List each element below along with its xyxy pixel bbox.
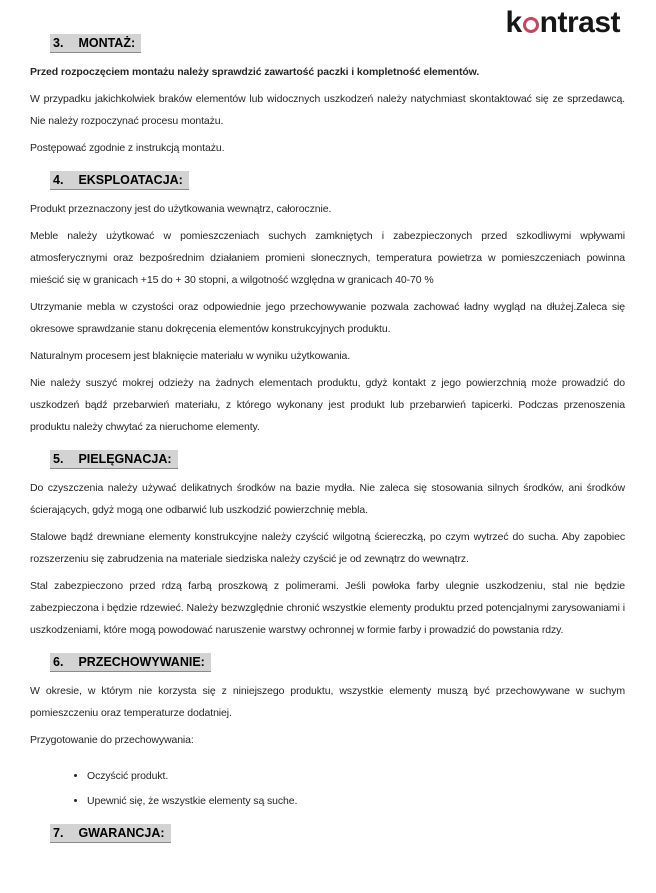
heading-title: PRZECHOWYWANIE: [78,655,205,669]
section-przechowywanie [30,653,625,812]
heading-highlight [50,171,189,190]
logo-text-suffix: ntrast [539,6,620,39]
heading-number: 6. [53,655,64,669]
paragraph-eksploatacja-warunki: Meble należy użytkować w pomieszczeniach suchych zamkniętych i zabezpieczonych przed szkodliwymi wpływami atmosferycznymi oraz bezpośrednim działaniem promieni słonecznych, temperatura powietrza w pomieszczeniach powinna mieścić się w granicach +15 do + 30 stopni, a wilgotność względna w granicach 40-70 % [30,230,625,286]
heading-highlight [50,653,211,672]
storage-checklist [30,765,625,812]
section-gwarancja-heading [50,824,625,843]
paragraph-przechowywanie-przygotowanie: Przygotowanie do przechowywania: [30,734,194,746]
heading-number: 4. [53,173,64,187]
paragraph-eksploatacja-blakniecie: Naturalnym procesem jest blaknięcie materiału w wyniku użytkowania. [30,350,351,362]
paragraph-montaz-instrukcja: Postępować zgodnie z instrukcją montażu. [30,142,225,154]
section-pielegnacja [30,450,625,641]
heading-title: GWARANCJA: [78,826,165,840]
heading-highlight [50,450,178,469]
paragraph-montaz-intro: Przed rozpoczęciem montażu należy sprawdzić zawartość paczki i kompletność elementów. [30,66,480,78]
list-item-oczyscic: • Oczyścić produkt. [87,765,625,787]
paragraph-eksploatacja-odziez: Nie należy suszyć mokrej odzieży na żadnych elementach produktu, gdyż kontakt z jego powierzchnią może prowadzić do uszkodzeń bądź przebarwień materiału, z którego wykonany jest produkt lub przebarwień tapicerki. Podczas przenoszenia produktu należy chwytać za nieruchome elementy. [30,377,625,433]
paragraph-pielegnacja-czyszczenie: Do czyszczenia należy używać delikatnych środków na bazie mydła. Nie zaleca się stosowania silnych środków, ani środków ścierających, gdyż mogą one odbarwić lub uszkodzić powierzchnię mebla. [30,482,625,516]
paragraph-pielegnacja-rdza: Stal zabezpieczono przed rdzą farbą proszkową z polimerami. Jeśli powłoka farby ulegnie uszkodzeniu, stal nie będzie zabezpieczona i będzie rdzewieć. Należy bezwzględnie chronić wszystkie elementy produktu przed potencjalnymi zarysowaniami i uszkodzeniami, które mogą powodować naruszenie warstwy ochronnej w formie farby i prowadzić do powstania rdzy. [30,580,625,636]
section-eksploatacja [30,171,625,438]
heading-highlight [50,34,141,53]
heading-title: PIELĘGNACJA: [78,452,172,466]
list-item-upewnic: • Upewnić się, że wszystkie elementy są suche. [87,790,625,812]
heading-highlight [50,824,171,843]
section-przechowywanie-heading [50,653,625,672]
heading-number: 3. [53,36,64,50]
section-eksploatacja-heading [50,171,625,190]
heading-title: MONTAŻ: [78,36,136,50]
section-gwarancja [30,824,625,843]
section-montaz [30,34,625,159]
heading-number: 7. [53,826,64,840]
logo-text-prefix: k [505,6,522,39]
paragraph-przechowywanie-okres: W okresie, w którym nie korzysta się z niniejszego produktu, wszystkie elementy muszą być przechowywane w suchym pomieszczeniu oraz temperaturze dodatniej. [30,685,625,719]
paragraph-eksploatacja-przeznaczenie: Produkt przeznaczony jest do użytkowania wewnątrz, całorocznie. [30,203,332,215]
logo-o-ring-icon [523,17,539,33]
paragraph-montaz-braki: W przypadku jakichkolwiek braków elementów lub widocznych uszkodzeń należy natychmiast skontaktować się ze sprzedawcą. Nie należy rozpoczynać procesu montażu. [30,93,625,127]
heading-title: EKSPLOATACJA: [78,173,183,187]
kontrast-logo [505,6,620,40]
section-pielegnacja-heading [50,450,625,469]
paragraph-eksploatacja-czystosc: Utrzymanie mebla w czystości oraz odpowiednie jego przechowywanie pozwala zachować ładny wygląd na dłużej.Zaleca się okresowe sprawdzanie stanu dokręcenia elementów konstrukcyjnych produktu. [30,301,625,335]
paragraph-pielegnacja-elementy: Stalowe bądź drewniane elementy konstrukcyjne należy czyścić wilgotną ściereczką, po czym wytrzeć do sucha. Aby zapobiec rozszerzeniu się zabrudzenia na materiale siedziska należy czyścić je od zewnątrz do wewnątrz. [30,531,625,565]
heading-number: 5. [53,452,64,466]
